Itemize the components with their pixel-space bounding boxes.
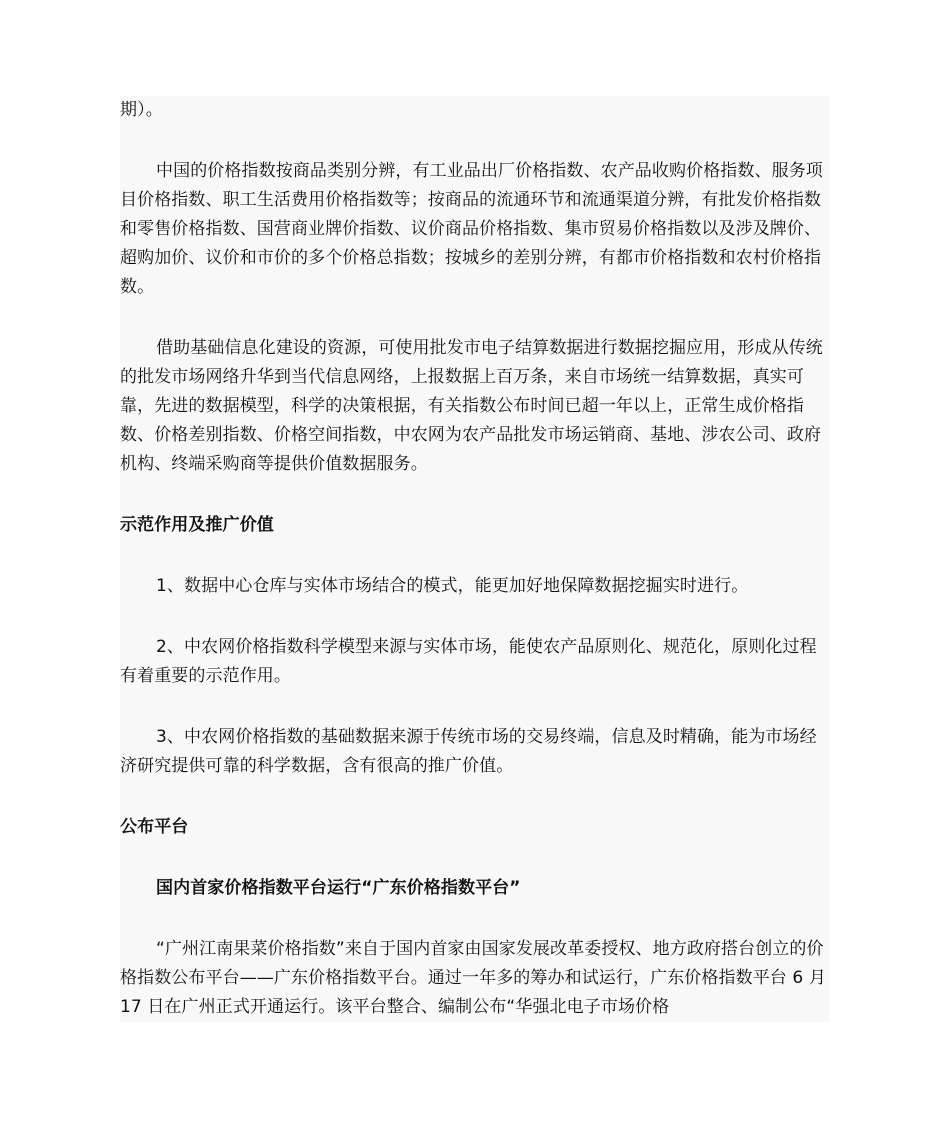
document-body	[120, 96, 830, 1022]
list-item-2: 2、中农网价格指数科学模型来源与实体市场，能使农产品原则化、规范化，原则化过程有着重要的示范作用。	[120, 637, 817, 686]
paragraph-guangzhou-index: “广州江南果菜价格指数”来自于国内首家由国家发展改革委授权、地方政府搭台创立的价格指数公布平台——广东价格指数平台。通过一年多的筹办和试运行，广东价格指数平台 6 月 17 日在广州正式开通运行。该平台整合、编制公布“华强北电子市场价格	[120, 939, 826, 1017]
list-item-1: 1、数据中心仓库与实体市场结合的模式，能更加好地保障数据挖掘实时进行。	[156, 576, 749, 596]
paragraph-data-mining: 借助基础信息化建设的资源，可使用批发市电子结算数据进行数据挖掘应用，形成从传统的批发市场网络升华到当代信息网络，上报数据上百万条，来自市场统一结算数据，真实可靠，先进的数据模型，科学的决策根据，有关指数公布时间已超一年以上，正常生成价格指数、价格差别指数、价格空间指数，中农网为农产品批发市场运销商、基地、涉农公司、政府机构、终端采购商等提供价值数据服务。	[120, 338, 823, 474]
paragraph-price-index-classification: 中国的价格指数按商品类别分辨，有工业品出厂价格指数、农产品收购价格指数、服务项目价格指数、职工生活费用价格指数等；按商品的流通环节和流通渠道分辨，有批发价格指数和零售价格指数、国营商业牌价指数、议价商品价格指数、集市贸易价格指数以及涉及牌价、超购加价、议价和市价的多个价格总指数；按城乡的差别分辨，有都市价格指数和农村价格指数。	[120, 161, 823, 297]
sub-heading-guangdong-platform: 国内首家价格指数平台运行“广东价格指数平台”	[156, 878, 521, 898]
section-heading-platform: 公布平台	[120, 817, 189, 837]
section-heading-demonstration: 示范作用及推广价值	[120, 515, 274, 535]
list-item-3: 3、中农网价格指数的基础数据来源于传统市场的交易终端，信息及时精确，能为市场经济研究提供可靠的科学数据，含有很高的推广价值。	[120, 727, 817, 776]
paragraph-continuation: 期）。	[120, 100, 163, 120]
